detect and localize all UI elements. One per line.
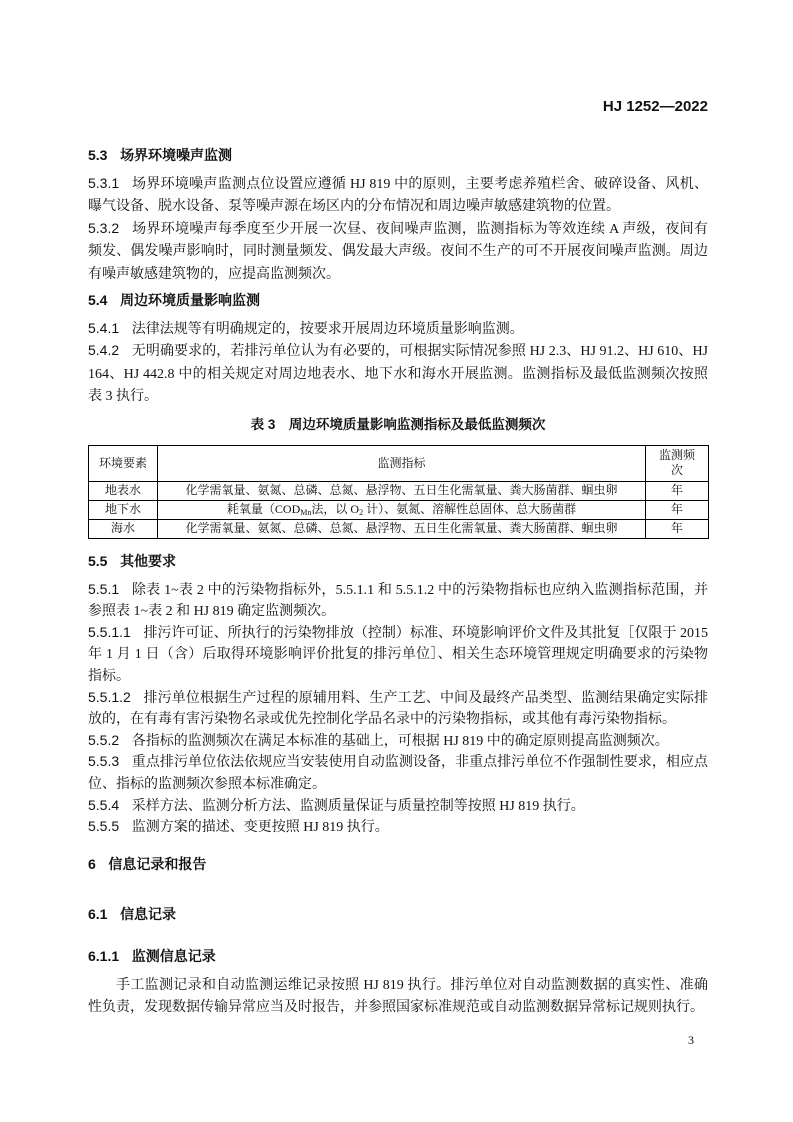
clause-5-5-5 — [88, 817, 708, 839]
clause-5-4-2 — [88, 341, 708, 408]
section-title: 监测信息记录 — [131, 947, 216, 964]
table-caption — [88, 415, 708, 435]
monitoring-table — [88, 445, 709, 539]
cell-indicators — [158, 500, 646, 519]
clause-text: 排污许可证、所执行的污染物排放（控制）标准、环境影响评价文件及其批复［仅限于 2015 年 1 月 1 日（含）后取得环境影响评价批复的排污单位］、相关生态环境管理规定明确要求的污染物指标。 — [88, 625, 708, 685]
indicator-text: 化学需氧量、氨氮、总磷、总氮、悬浮物、五日生化需氧量、粪大肠菌群、蛔虫卵 — [185, 483, 618, 498]
indicator-subscript: Mn — [300, 508, 312, 518]
cell-frequency: 年 — [646, 481, 709, 500]
clause-text: 监测方案的描述、变更按照 HJ 819 执行。 — [131, 820, 389, 836]
section-number: 5.3 — [88, 147, 108, 163]
section-title: 周边环境质量影响监测 — [120, 292, 261, 309]
header-frequency: 监测频次 — [646, 445, 709, 481]
section-title: 场界环境噪声监测 — [120, 147, 233, 163]
section-heading-5-4 — [88, 290, 708, 310]
cell-frequency: 年 — [646, 500, 709, 519]
section-heading-5-3 — [88, 145, 708, 165]
indicator-text: 化学需氧量、氨氮、总磷、总氮、悬浮物、五日生化需氧量、粪大肠菌群、蛔虫卵 — [185, 521, 618, 536]
table-row — [89, 519, 709, 538]
indicator-text: 计）、氨氮、溶解性总固体、总大肠菌群 — [363, 502, 577, 517]
table-label: 表 3 — [250, 416, 276, 432]
clause-5-4-1 — [88, 319, 708, 341]
indicator-text: 法，以 O — [311, 502, 360, 517]
section-number: 6.1.1 — [88, 947, 120, 964]
indicator-text: 耗氧量（COD — [226, 502, 301, 517]
cell-element: 海水 — [89, 519, 158, 538]
clause-text: 法律法规等有明确规定的，按要求开展周边环境质量影响监测。 — [131, 322, 524, 338]
table-header-row — [89, 445, 709, 481]
document-code-header: HJ 1252—2022 — [602, 98, 708, 115]
clause-number: 5.5.2 — [88, 731, 120, 748]
section-title: 其他要求 — [120, 552, 177, 569]
section-heading-5-5 — [88, 551, 708, 571]
cell-frequency: 年 — [646, 519, 709, 538]
clause-number: 5.5.1 — [88, 580, 120, 597]
clause-5-5-1-2 — [88, 688, 708, 731]
clause-text: 场界环境噪声每季度至少开展一次昼、夜间噪声监测，监测指标为等效连续 A 声级，夜间有频发、偶发噪声影响时，同时测量频发、偶发最大声级。夜间不生产的可不开展夜间噪声监测。周边有噪声敏感建筑物的，应提高监测频次。 — [88, 221, 708, 282]
header-indicators: 监测指标 — [158, 445, 646, 481]
cell-indicators — [158, 519, 646, 538]
table-row — [89, 481, 709, 500]
clause-text: 除表 1~表 2 中的污染物指标外，5.5.1.1 和 5.5.1.2 中的污染物指标也应纳入监测指标范围，并参照表 1~表 2 和 HJ 819 确定监测频次。 — [88, 582, 708, 620]
section-number: 6 — [88, 855, 96, 872]
section-heading-6-1-1 — [88, 946, 708, 966]
clause-text: 各指标的监测频次在满足本标准的基础上，可根据 HJ 819 中的确定原则提高监测频次。 — [131, 733, 669, 749]
clause-5-5-2 — [88, 731, 708, 753]
clause-text: 采样方法、监测分析方法、监测质量保证与质量控制等按照 HJ 819 执行。 — [131, 798, 585, 814]
clause-5-5-1 — [88, 580, 708, 623]
clause-number: 5.3.1 — [88, 175, 120, 191]
chapter-heading-6 — [88, 854, 708, 874]
page-number: 3 — [688, 1033, 694, 1047]
body-paragraph-6-1-1: 手工监测记录和自动监测运维记录按照 HJ 819 执行。排污单位对自动监测数据的真实性、准确性负责，发现数据传输异常应当及时报告，并参照国家标准规范或自动监测数据异常标记规则执行。 — [88, 977, 708, 1016]
clause-number: 5.4.2 — [88, 342, 120, 359]
clause-text: 无明确要求的，若排污单位认为有必要的，可根据实际情况参照 HJ 2.3、HJ 91.2、HJ 610、HJ 164、HJ 442.8 中的相关规定对周边地表水、地下水和海水开展监测。监测指标及最低监测频次按照表 3 执行。 — [88, 344, 708, 405]
section-heading-6-1 — [88, 904, 708, 924]
clause-5-5-1-1 — [88, 623, 708, 688]
cell-element: 地表水 — [89, 481, 158, 500]
section-number: 5.4 — [88, 292, 108, 309]
cell-element: 地下水 — [89, 500, 158, 519]
header-environment-element: 环境要素 — [89, 445, 158, 481]
clause-number: 5.5.1.2 — [88, 688, 131, 705]
clause-text: 重点排污单位依法依规应当安装使用自动监测设备，非重点排污单位不作强制性要求，相应点位、指标的监测频次参照本标准确定。 — [88, 755, 708, 792]
clause-number: 5.5.4 — [88, 796, 120, 813]
clause-5-3-2 — [88, 219, 708, 286]
table-title: 周边环境质量影响监测指标及最低监测频次 — [288, 416, 546, 432]
clause-text: 场界环境噪声监测点位设置应遵循 HJ 819 中的原则，主要考虑养殖栏舍、破碎设备、风机、曝气设备、脱水设备、泵等噪声源在场区内的分布情况和周边噪声敏感建筑物的位置。 — [88, 177, 708, 215]
cell-indicators — [158, 481, 646, 500]
clause-number: 5.5.1.1 — [88, 623, 131, 640]
clause-5-5-3 — [88, 752, 708, 795]
section-number: 6.1 — [88, 905, 108, 922]
clause-5-5-4 — [88, 796, 708, 818]
clause-5-3-1 — [88, 174, 708, 219]
clause-number: 5.3.2 — [88, 219, 120, 236]
clause-number: 5.5.5 — [88, 818, 120, 835]
indicator-subscript: 2 — [359, 508, 364, 518]
clause-number: 5.4.1 — [88, 320, 120, 337]
section-title: 信息记录 — [120, 905, 177, 922]
clause-text: 排污单位根据生产过程的原辅用料、生产工艺、中间及最终产品类型、监测结果确定实际排放的，在有毒有害污染物名录或优先控制化学品名录中的污染物指标，或其他有毒污染物指标。 — [88, 690, 708, 728]
table-row — [89, 500, 709, 519]
page-content — [88, 97, 708, 1020]
clause-number: 5.5.3 — [88, 753, 120, 770]
section-number: 5.5 — [88, 552, 108, 569]
section-title: 信息记录和报告 — [108, 855, 207, 872]
